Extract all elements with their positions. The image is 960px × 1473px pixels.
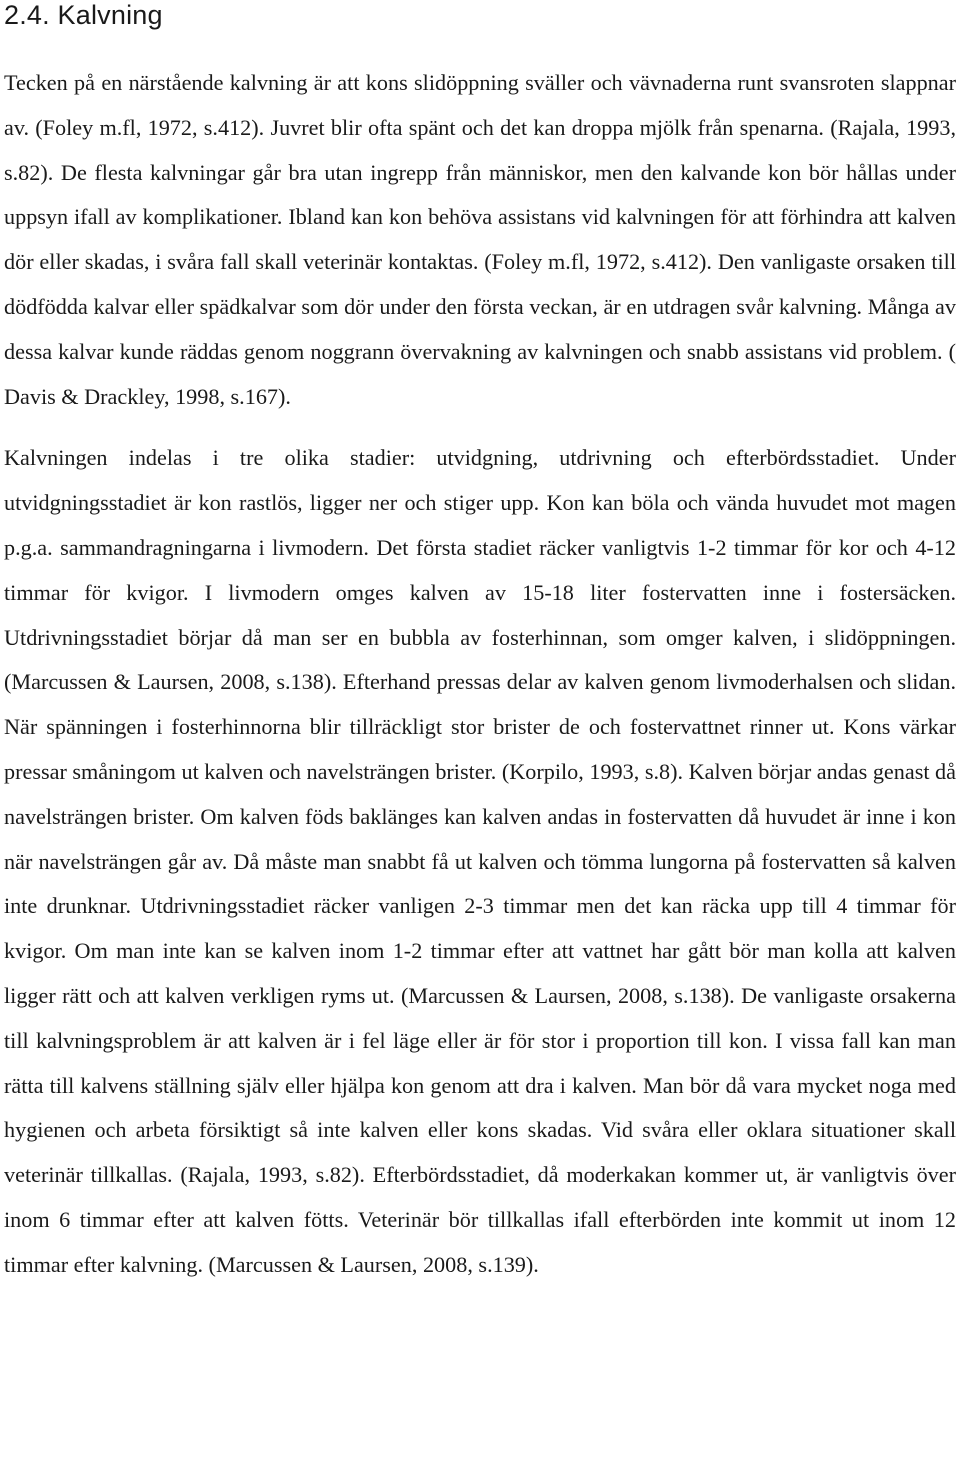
paragraph-calving-stages: Kalvningen indelas i tre olika stadier: utvidgning, utdrivning och efterbördsstadiet. Under utvidgningsstadiet är kon rastlös, ligger ner och stiger upp. Kon kan böla och vända huvudet mot magen p.g.a. sammandragningarna i livmodern. Det första stadiet räcker vanligtvis 1-2 timmar för kor och 4-12 timmar för kvigor. I livmodern omges kalven av 15-18 liter fostervatten inne i fostersäcken. Utdrivningsstadiet börjar då man ser en bubbla av fosterhinnan, som omger kalven, i slidöppningen. (Marcussen & Laursen, 2008, s.138). Efterhand pressas delar av kalven genom livmoderhalsen och slidan. När spänningen i fosterhinnorna blir tillräckligt stor brister de och fostervattnet rinner ut. Kons värkar pressar småningom ut kalven och navelsträngen brister. (Korpilo, 1993, s.8). Kalven börjar andas genast då navelsträngen brister. Om kalven föds baklänges kan kalven andas in fostervatten då huvudet är inne i kon när navelsträngen går av. Då måste man snabbt få ut kalven och tömma lungorna på fostervatten så kalven inte drunknar. Utdrivningsstadiet räcker vanligen 2-3 timmar men det kan räcka upp till 4 timmar för kvigor. Om man inte kan se kalven inom 1-2 timmar efter att vattnet har gått bör man kolla att kalven ligger rätt och att kalven verkligen ryms ut. (Marcussen & Laursen, 2008, s.138). De vanligaste orsakerna till kalvningsproblem är att kalven är i fel läge eller är för stor i proportion till kon. I vissa fall kan man rätta till kalvens ställning själv eller hjälpa kon genom att dra i kalven. Man bör då vara mycket noga med hygienen och arbeta försiktigt så inte kalven eller kons skadas. Vid svåra eller oklara situationer skall veterinär tillkallas. (Rajala, 1993, s.82). Efterbördsstadiet, då moderkakan kommer ut, är vanligtvis över inom 6 timmar efter att kalven fötts. Veterinär bör tillkallas ifall efterbörden inte kommit ut inom 12 timmar efter kalvning. (Marcussen & Laursen, 2008, s.139). <box>4 445 956 1277</box>
section-heading: 2.4. Kalvning <box>4 0 163 30</box>
paragraph-signs-of-calving: Tecken på en närstående kalvning är att kons slidöppning sväller och vävnaderna runt svansroten slappnar av. (Foley m.fl, 1972, s.412). Juvret blir ofta spänt och det kan droppa mjölk från spenarna. (Rajala, 1993, s.82). De flesta kalvningar går bra utan ingrepp från människor, men den kalvande kon bör hållas under uppsyn ifall av komplikationer. Ibland kan kon behöva assistans vid kalvningen för att förhindra att kalven dör eller skadas, i svåra fall skall veterinär kontaktas. (Foley m.fl, 1972, s.412). Den vanligaste orsaken till dödfödda kalvar eller spädkalvar som dör under den första veckan, är en utdragen svår kalvning. Många av dessa kalvar kunde räddas genom noggrann övervakning av kalvningen och snabb assistans vid problem. ( Davis & Drackley, 1998, s.167). <box>4 70 956 409</box>
